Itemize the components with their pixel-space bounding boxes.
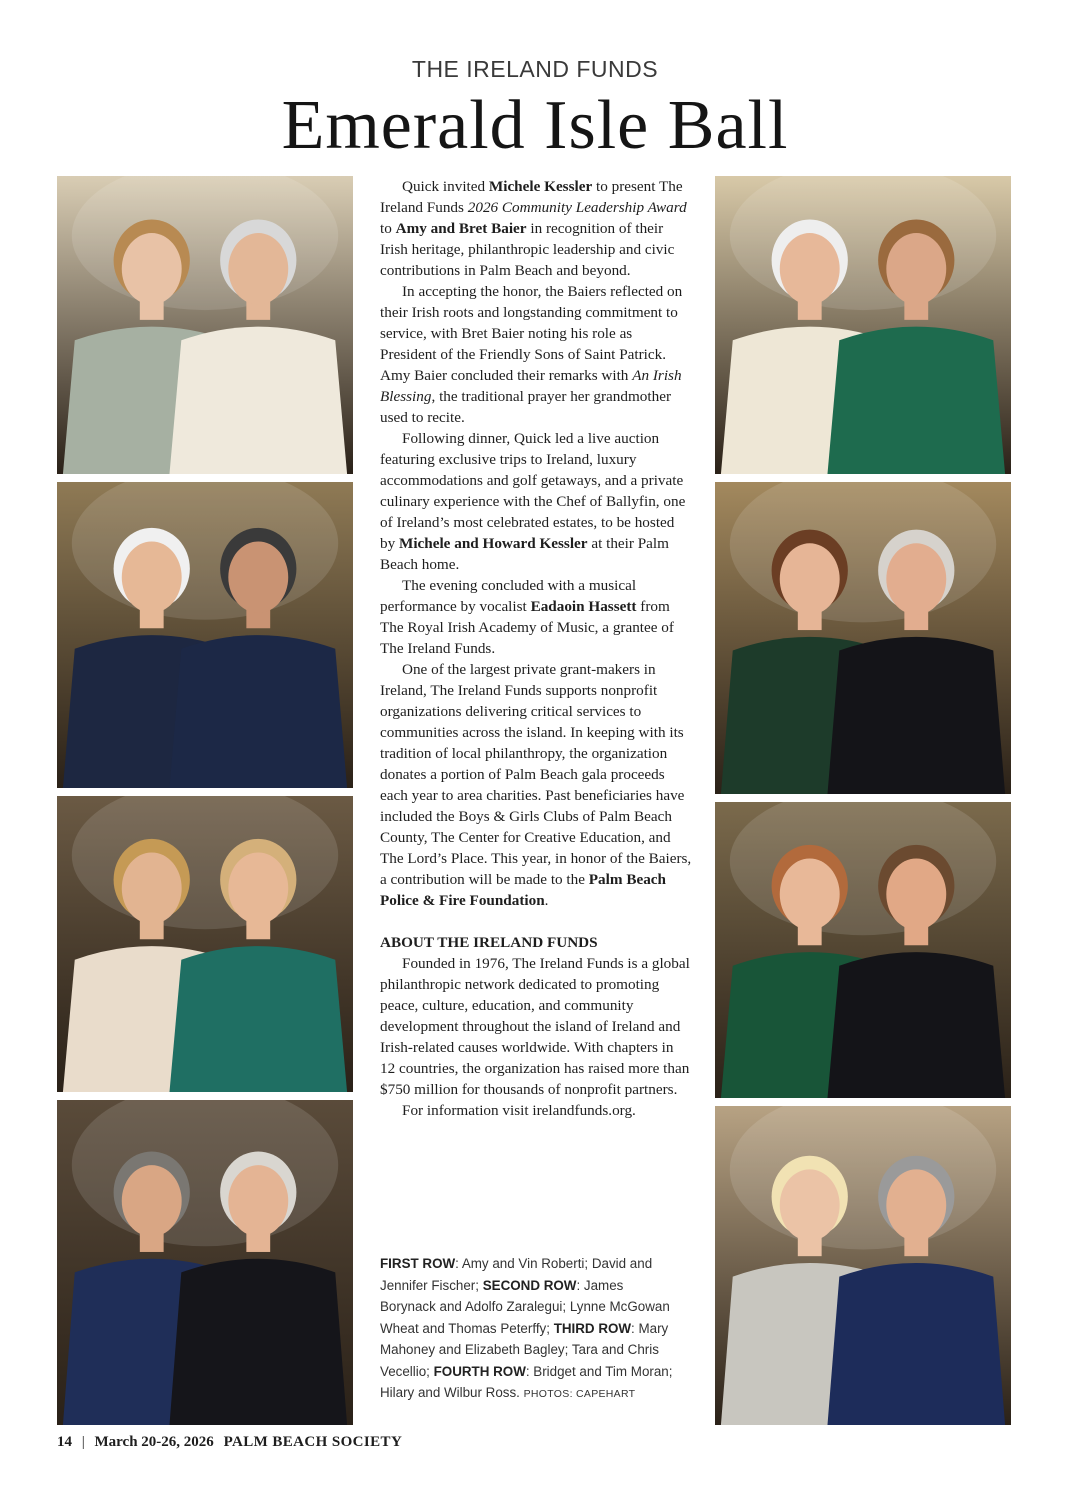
photo-hilary-wilbur-ross	[715, 1106, 1011, 1425]
photo-james-borynack-adolfo-zaralegui	[57, 482, 353, 788]
footer-separator: |	[81, 1434, 85, 1450]
page-number: 14	[57, 1434, 72, 1450]
about-heading: ABOUT THE IRELAND FUNDS	[380, 934, 598, 951]
photo-bridget-tim-moran	[57, 1100, 353, 1425]
photo-image	[57, 176, 353, 474]
photo-image	[57, 796, 353, 1092]
article-paragraph: For information visit irelandfunds.org.	[402, 1102, 636, 1119]
photo-david-jennifer-fischer	[715, 176, 1011, 474]
photo-image	[715, 1106, 1011, 1425]
issue-date: March 20-26, 2026	[94, 1434, 214, 1450]
photo-mary-mahoney-elizabeth-bagley	[57, 796, 353, 1092]
photo-lynne-mcgowan-wheat-thomas-peterffy	[715, 482, 1011, 794]
photo-caption: FIRST ROW: Amy and Vin Roberti; David and Jennifer Fischer; SECOND ROW: James Borynack and Adolfo Zaralegui; Lynne McGowan Wheat and Thomas Peterffy; THIRD ROW: Mary Mahoney and Elizabeth Bagley; Tara and Chris Vecellio; FOURTH ROW: Bridget and Tim Moran; Hilary and Wilbur Ross. PHOTOS: CAPEHART	[380, 1256, 673, 1400]
page-footer	[57, 1434, 402, 1451]
article-paragraph: One of the largest private grant-makers in Ireland, The Ireland Funds supports nonprofit organizations delivering critical services to communities across the island. In keeping with its tradition of local philanthropy, the organization donates a portion of Palm Beach gala proceeds each year to area charities. Past beneficiaries have included the Boys & Girls Clubs of Palm Beach County, The Center for Creative Education, and The Lord’s Place. This year, in honor of the Baiers, a contribution will be made to the Palm Beach Police & Fire Foundation.	[380, 661, 692, 909]
photo-amy-vin-roberti	[57, 176, 353, 474]
page-title: Emerald Isle Ball	[281, 87, 789, 164]
publication-name: PALM BEACH SOCIETY	[223, 1434, 403, 1450]
photo-image	[715, 802, 1011, 1098]
article-paragraph: Founded in 1976, The Ireland Funds is a global philanthropic network dedicated to promoting peace, culture, education, and community development throughout the island of Ireland and Irish-related causes worldwide. With chapters in 12 countries, the organization has raised more than $750 million for thousands of nonprofit partners.	[380, 955, 690, 1098]
article-body	[380, 176, 692, 1121]
article-paragraph: Following dinner, Quick led a live auction featuring exclusive trips to Ireland, luxury accommodations and golf getaways, and a private culinary experience with the Chef of Ballyfin, one of Ireland’s most celebrated estates, to be hosted by Michele and Howard Kessler at their Palm Beach home.	[380, 430, 686, 573]
section-kicker: THE IRELAND FUNDS	[411, 56, 659, 82]
photo-image	[57, 1100, 353, 1425]
photo-image	[715, 482, 1011, 794]
article-paragraph: In accepting the honor, the Baiers reflected on their Irish roots and longstanding commitment to service, with Bret Baier noting his role as President of the Friendly Sons of Saint Patrick. Amy Baier concluded their remarks with An Irish Blessing, the traditional prayer her grandmother used to recite.	[380, 283, 683, 426]
article-paragraph: Quick invited Michele Kessler to present The Ireland Funds 2026 Community Leadership Award to Amy and Bret Baier in recognition of their Irish heritage, philanthropic leadership and civic contributions in Palm Beach and beyond.	[380, 178, 687, 279]
photo-tara-chris-vecellio	[715, 802, 1011, 1098]
article-paragraph: The evening concluded with a musical performance by vocalist Eadaoin Hassett from The Royal Irish Academy of Music, a grantee of The Ireland Funds.	[380, 577, 674, 657]
photo-image	[57, 482, 353, 788]
photo-image	[715, 176, 1011, 474]
